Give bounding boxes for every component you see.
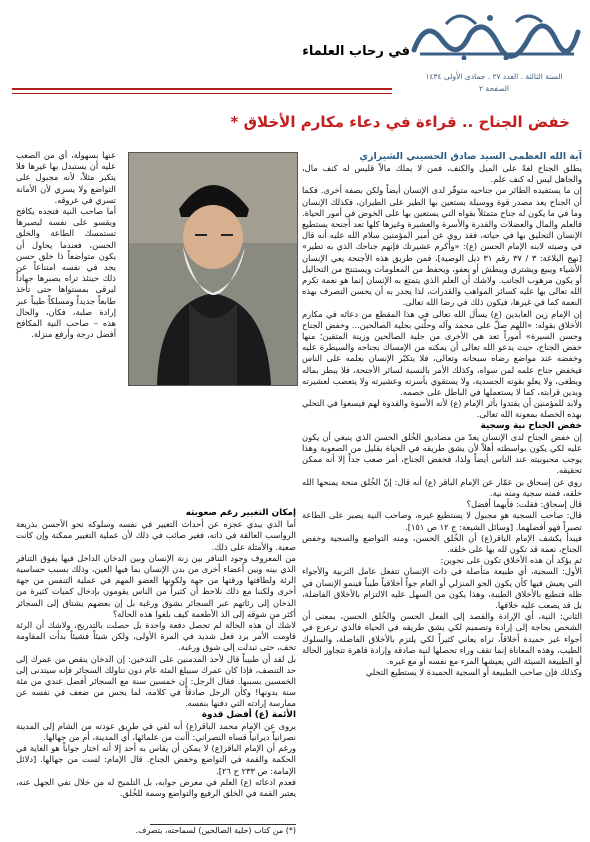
page-number: الصفحة ٢: [479, 84, 509, 93]
paragraph: أما الذي يبدي عجزه عن أحداث التغيير في نفسه وسلوكه نحو الأحسن بذريعة الرواسب العالقة في ذاته، فغير صائب في ذلك لأن عملية التغيير ممكنة وإن كانت صعبة. والأمثلة على ذلك.: [16, 519, 296, 552]
cleric-photo: [128, 152, 298, 386]
logo-calligraphy-icon: [406, 10, 584, 60]
paragraph: فيبدأ يكشف الإمام الباقر(ع) أن الخُلق الحسن، ومنه التواضع والسجية وخفض الجناح، نعمة قد تكون لله بها على خلقه.: [302, 532, 582, 554]
paragraph: إن ما يستفيده الطائر من جناحيه متوفّر لدى الإنسان أيضاً ولكن بصفة أخرى. فكما أن الجناح يعد مصدر قوة ووسيلة يستعين بها الطير على الطيران، فكذلك الإنسان وما في ما يكون له جناح متمثلاً بقواه التي يستعين بها على الخوض في أمور الحياة. فالعلم والمال والعضلات والقدرة والأسرة والعشيرة وغيرها كلها تعد أجنحة يستطيع الإنسان التحليق بها في حياته، فقد روي عن أمير المؤمنين سلام الله عليه أنه قال في وصيته لابنه الإمام الحسن (ع): «وأكرم عشيرتك فإنهم جناحك الذي به تطير» [نهج البلاغة: ٣ / ٣٧ رقم ٣١ ذيل الوصية]، فمن طريق هذه الأجنحة يعي الإنسان الأشياء ويبيع ويشتري ويبطش أو يعفو، ويحفظ من المعلومات ويستنتج من التحاليل أو يكون مرهوب الجانب. ولاشك أن العلم الذي يتمتع به الإنسان إنما هو نعمة تكرم الله تعالى بها عليه كسائر المواهب والقدرات، لذا يجدر به أن يحسن التصرف بهذه النعمة كما في غيرها، فيكون ذلك في رضا الله تعالى.: [302, 185, 582, 308]
footnote: (*) من كتاب (حلية الصالحين) لسماحته، بتصرف.: [135, 826, 296, 835]
paragraph: بل لقد أن طبيباً قال لأحد المدمنين على التدخين: إن الدخان ينقص من عمرك إلى حد التنصف، فإذا كان عمرك سبيلغ المئة عام دون تناولك السجائر فإنه سيتدنى إلى الخمسين بسببها. فقال الرجل: إن خمسين سنة مع السجائر أفضل عندي من مئة سنة بدونها! وكأن الرجل صادقاً في كلامه، لما يحس من ضعف في نفسه عن ممارسة إرادته التي دفنها بنفسه.: [16, 653, 296, 709]
paragraph: عنها بسهولة، أي من الصعب عليه أن يستبدل بها غيرها فلا يتكبر مثلاً، لأنه مجبول على التواضع ولا يسري لأن الأمانة تسري في عروقه.: [16, 150, 116, 205]
paragraph: من المعروف وجود التنافر بين زنة الإنسان وبين الدخان الداخل فيها يفوق التنافر الذي بينه وبين أعضاء أخرى من بدن الإنسان بما فيها العين، وذلك بسبب حساسية الرئة ولطافتها ورقتها من جهة ولكونها العضو المهم في عملية التنفس من جهة أخرى ولكننا مع ذلك نلاحظ أن كثيراً من الناس يقومون بإدخال كميات كثيرة من الدخان إلى رئاتهم عبر السجائر بشوق ورغبة بل إن بعضهم يشتاق إلى السجائر أكثر من شوقه إلى الذ الأطعمة كيف بلغوا هذه الحالة؟: [16, 552, 296, 619]
paragraph: يطلق الجناح لغةً على الميل والكنف، فمن لا يملك مالاً قليس له كنف مال، والجاهل ليس له كنف علم.: [302, 163, 582, 185]
subheading: إمكان التغيير رغم صعوبته: [185, 508, 296, 518]
subheading: الأئمة (ع) أفضل قدوة: [201, 709, 296, 720]
paragraph: قال: صاحب السجية هو مجبول لا يستطيع غيره، وصاحب النية يصبر على الطاعة تصبراً فهو أفضلهما. [وسائل الشيعة: ج ١٢ ص ١٥١].: [302, 510, 582, 532]
issue-line: السنة الثالثة . العدد ٢٧ . جمادى الأولى ١٤٣٤: [425, 72, 563, 81]
section-title: في رحاب العلماء: [302, 44, 410, 59]
paragraph: روي عن إسحاق بن عمّار عن الإمام الباقر (ع) أنه قال: إنّ الخُلق منحة يمنحها الله خلقه، فمنه سجية ومنه نية.: [302, 476, 582, 498]
portrait-image: [129, 153, 297, 385]
subheading: خفض الجناح نية وسجية: [480, 420, 582, 431]
paragraph: لاشك أن هذه الحالة لم تحصل دفعة واحدة بل حصلت بالتدريج، ولاشك أن الرئة قاومت الأمر برد فعل شديد في المرة الأولى، ولكن شيئاً فشيئاً بدأت المقاومة تخف، حتى تبدلت إلى شوق ورغبة.: [16, 620, 296, 653]
paragraph: فعدم ادعائه (ع) العلم في معرض جوابه، بل التلميح له من خلال نفي الجهل عنه، يعتبر القمة في الخلق الرفيع والتواضع وسمة للخُلق.: [16, 776, 296, 799]
article-column-left: [16, 508, 296, 828]
article-title: خفض الجناح .. قراءة في دعاء مكارم الأخلاق *: [230, 113, 570, 131]
paragraph: ولابد للمؤمنين أن يقتدوا بأثر الإمام (ع) لأنه الأسوة والقدوة لهم فيسعوا في التحلي بهذه الخصلة بمعونة الله تعالى.: [302, 398, 582, 420]
paragraph: الأول: السجية، أي طبيعة متأصلة في ذات الإنسان تتفعل عامل التربية والأجواء التي يعيش فيها كأن يكون الجو المنزلي أو العام جواً أخلاقياً طيباً فينمو الإنسان في ظله فتطبع بالأخلاق الطيبة، وهذا يكون من السهل عليه الالتزام بالأخلاق الفاضلة، بل قد يصعب عليه خلافها.: [302, 566, 582, 610]
article-column-right: [302, 150, 582, 840]
article-column-left-upper: [16, 150, 116, 510]
header-rule-thin: [12, 93, 392, 94]
paragraph: وكذلك فإن صاحب الطبيعة أو السجية الحميدة لا يستطيع التخلي: [365, 667, 582, 678]
magazine-logo: [406, 4, 584, 100]
footnote-rule: [150, 824, 296, 825]
paragraph: إن الإمام زين العابدين (ع) يسأل الله تعالى في هذا المقطع من دعائه في مكارم الأخلاق بقوله: «اللهم صلّ على محمد وآله وحلّني بحلية الصالحين... وخفض الجناح وحسن السيرة» أموراً تعد هي الأخرى من حلية الصالحين وزينة المتقين؛ منها خفض الجناح، حيث يدعو الله تعالى أن يمكنه من الإمساك بجناحه والسيطرة عليه وخفضه عند مواضع رضاه سبحانه وتعالى، فلا يتكبّر الإنسان بعلمه على الناس فيخفض جناح علمه لمن سواه، وكذلك الأمر بالنسبة لسائر الأجنحة، فلا يبطر بماله ويطغى، ولا يعلو بقوته الجسدية، ولا يستقوي بأسرته وعشيرته ولا يتعصب لعشيرته ويدين قرابته، كما لا يستعملها في الباطل على خصمه.: [302, 308, 582, 398]
paragraph: الثاني: النية، أي الإرادة والقصد إلى الفعل الحسن والخُلق الحسن، بمعنى أن الشخص بحاجة إلى إرادة وتصميم لكي يشق طريقه في الحياة فالذي ترعرع في أجواء غير حميدة أخلاقاً، تراه يعاني كثيراً لكي يلتزم بالأخلاق الفاضلة، والسلوك الطيب، وهذه المعاناة إنما تقف وراء تحصلها لنية صادقة وإرادة قاهرة تتجاوز الحالة أو الطبيعة السيئة التي يعيشها المرء مع نفسه أو مع غيره.: [302, 611, 582, 666]
paragraph: قال إسحاق: فقلت: فأيهما أفضل؟: [466, 499, 582, 510]
paragraph: ورغم أن الإمام الباقر(ع) لا يمكن أن يقاس به أحد إلا أنه اختار جواباً هو الغاية في الحكمة والقمة في التواضع وخفض الجناح. قال الإمام: لست من جهالها. [دلائل الإمامة: ص ٢٣٣ ح ٢٦].: [16, 743, 296, 776]
paragraph: إن خفض الجناح لدى الإنسان يعدّ من مصاديق الخُلق الحسن الذي ينبغي أن يكون عليه لكي يكون بواسطته أهلاً لأن يشق طريقه في الحياة بقليل من الصعوبة وهذا يوجب محبوبيته عند الناس أيضاً ولذا، فخفض الجناح، أمر صعب جداً إلا أنه ممكن تحقيقه.: [302, 431, 582, 476]
author-name: آية الله العظمى السيد صادق الحسيني الشيرازي: [359, 151, 582, 162]
paragraph: يروى عن الإمام محمد الباقر(ع) أنه لقي في طريق عودته من الشام إلى المدينة نصرانياً ديرانياً قساه النصراني: أأنت من علمائها، أي المدينة، أم من جهالها.: [16, 720, 296, 743]
header-rule: [12, 88, 392, 90]
paragraph: أما صاحب النية فتجده يكافح ويقسو على نفسه ليصيرها تستمسك الطاعة والخلق الحسن، فعندما يحاول أن يكون متواضعاً ذا خلق حسن يجد في نفسه امتناعاً عن ذلك حينئذ تراه يصبرها جهاداً ليرقى بمستواها حتى تأخذ طابعاً جديداً ومسلكاً طيباً عبر إرادة صلبة، فكان، والحال هذه – صاحب النية المكافح أفضل درجة وأرفع منزلة.: [16, 206, 116, 340]
paragraph: ثم يؤكد أن هذه الأخلاق تكون على نحوين:: [440, 555, 582, 566]
